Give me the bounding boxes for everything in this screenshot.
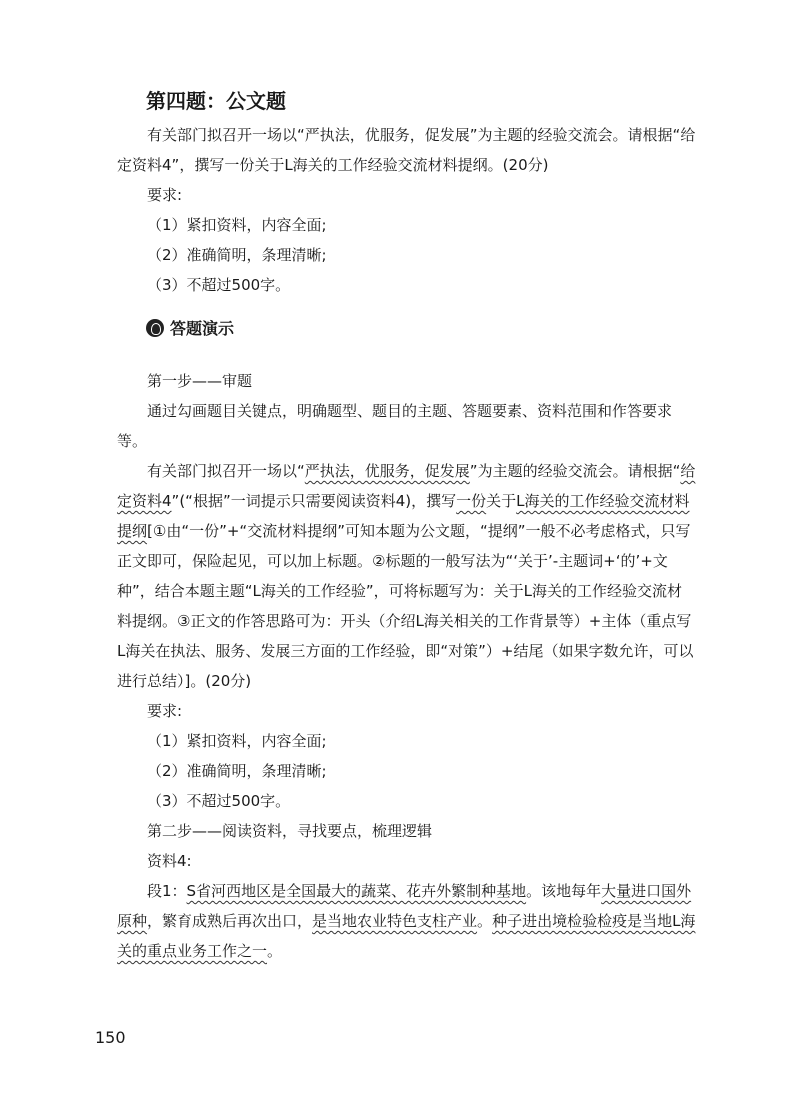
step2-heading: 第二步——阅读资料，寻找要点，梳理逻辑 [147,822,433,840]
question-intro: 有关部门拟召开一场以“严执法，优服务，促发展”为主题的经验交流会。请根据“给定资料4”，撰写一份关于L海关的工作经验交流材料提纲。(20分) [117,126,696,174]
analysis-fen: 一份 [456,492,487,510]
analysis-scope: 给定资料4 [117,462,696,510]
answer-req-label: 要求: [147,702,183,720]
answer-req-1: （1）紧扣资料，内容全面; [147,732,327,750]
material-paragraph-1: 段1：S省河西地区是全国最大的蔬菜、花卉外繁制种基地。该地每年大量进口国外原种，繁育成熟后再次出口，是当地农业特色支柱产业。种子进出境检验检疫是当地L海关的重点业务工作之一。 [117,882,696,960]
question-req-label: 要求: [147,186,183,204]
step1-heading: 第一步——审题 [147,372,253,390]
material-label: 资料4: [147,852,192,870]
answer-req-3: （3）不超过500字。 [147,792,291,810]
question-block [117,120,697,300]
analysis-paragraph: 有关部门拟召开一场以“严执法，优服务，促发展”为主题的经验交流会。请根据“给定资料4”(“根据”一词提示只需要阅读资料4)，撰写一份关于L海关的工作经验交流材料提纲[①由“一份”+“交流材料提纲”可知本题为公文题，“提纲”一般不必考虑格式，只写正文即可，保险起见，可以加上标题。②标题的一般写法为“‘关于’-主题词+‘的’+文种”，结合本题主题“L海关的工作经验”，可将标题写为：关于L海关的工作经验交流材料提纲。③正文的作答思路可为：开头（介绍L海关相关的工作背景等）+主体（重点写L海关在执法、服务、发展三方面的工作经验，即“对策”）+结尾（如果字数允许，可以进行总结）]。(20分) [117,462,696,690]
material-underline-3: 是当地农业特色支柱产业 [312,912,478,930]
section-heading-text: 答题演示 [170,319,235,338]
question-req-2: （2）准确简明，条理清晰; [147,246,327,264]
page-number: 150 [95,1028,126,1047]
material-underline-4: 种子进出境检验检疫是当地L海关的重点业务工作之一 [117,912,696,960]
material-underline-1: S省河西地区是全国最大的蔬菜、花卉外繁制种基地 [186,882,527,900]
analysis-topic: L海关的工作经验交流材料提纲 [117,492,690,540]
question-req-1: （1）紧扣资料，内容全面; [147,216,327,234]
flower-emblem-icon [146,319,164,337]
answer-block [117,366,697,966]
question-req-3: （3）不超过500字。 [147,276,291,294]
step1-description: 通过勾画题目关键点，明确题型、题目的主题、答题要素、资料范围和作答要求等。 [117,402,673,450]
section-heading [146,316,726,339]
material-underline-2: 大量进口国外原种 [117,882,692,930]
question-title: 第四题：公文题 [146,89,286,113]
answer-req-2: （2）准确简明，条理清晰; [147,762,327,780]
analysis-theme: 严执法，优服务，促发展 [304,462,470,480]
